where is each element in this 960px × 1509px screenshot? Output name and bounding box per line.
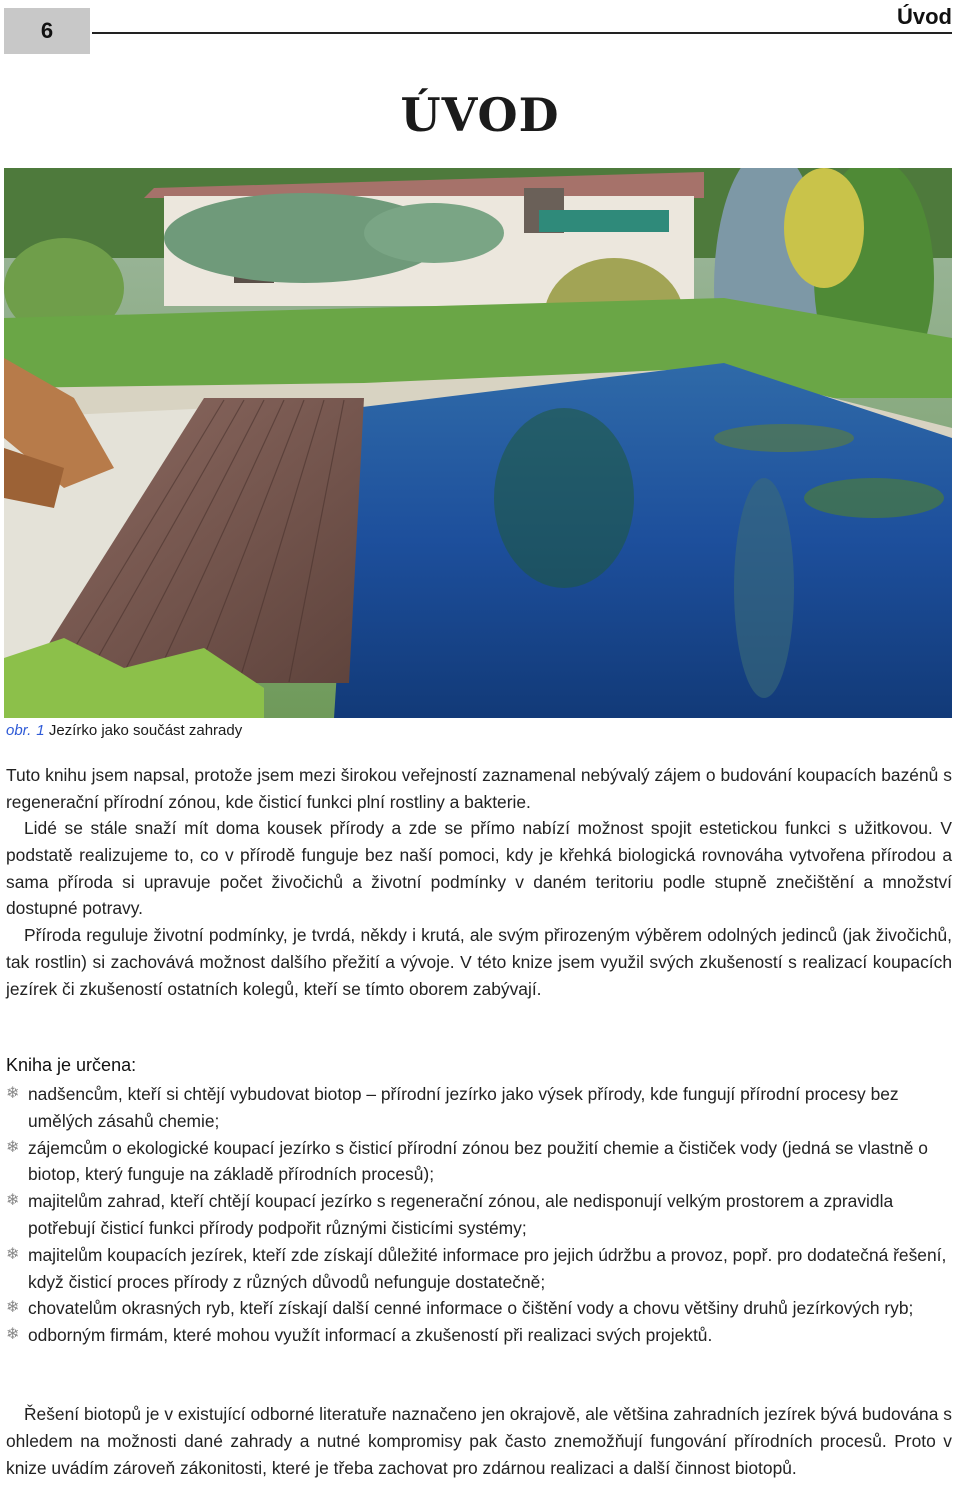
header-rule: [92, 32, 952, 34]
snowflake-bullet-icon: ❄: [6, 1192, 20, 1210]
garden-pond-photo: [4, 168, 952, 718]
figure-label: obr.: [6, 722, 32, 739]
paragraph-nature: Lidé se stále snaží mít doma kousek přírody a zde se přímo nabízí možnost spojit estetickou funkci s užitkovou. V podstatě realizujeme to, co v přírodě funguje bez naší pomoci, kdy je křehká biologická rovnováha vytvořena přírodou a sama příroda si upravuje počet živočichů a životní podmínky v daném teritoriu podle stupně znečištění a množství dostupné potravy.: [6, 818, 952, 919]
snowflake-bullet-icon: ❄: [6, 1326, 20, 1344]
photo-illustration: [4, 168, 952, 718]
snowflake-bullet-icon: ❄: [6, 1299, 20, 1317]
paragraph-closing: Řešení biotopů je v existující odborné literatuře naznačeno jen okrajově, ale většina zahradních jezírek bývá budována s ohledem na možnosti dané zahrady a nutné kompromisy pak často znemožňují fungování přírodních procesů. Proto v knize uvádím zároveň zákonitosti, které je třeba zachovat pro zdárnou realizaci a další činnost biotopů.: [6, 1404, 952, 1478]
list-item: ❄ chovatelům okrasných ryb, kteří získají další cenné informace o čištění vody a chovu většiny druhů jezírkových ryb;: [6, 1295, 952, 1322]
figure-caption: [6, 722, 242, 739]
audience-list: [6, 1081, 952, 1349]
chapter-title: ÚVOD: [400, 88, 560, 142]
paragraph-regulation: Příroda reguluje životní podmínky, je tvrdá, někdy i krutá, ale svým přirozeným výběrem odolných jedinců (jak živočichů, tak rostlin) si zachovává možnost dalšího přežití a vývoje. V této knize jsem využil svých zkušeností s realizací koupacích jezírek či zkušeností ostatních kolegů, kteří se tímto oborem zabývají.: [6, 925, 952, 999]
snowflake-bullet-icon: ❄: [6, 1138, 20, 1156]
figure-caption-text: Jezírko jako součást zahrady: [48, 722, 243, 739]
page-number: 6: [40, 18, 54, 43]
list-item: ❄ majitelům koupacích jezírek, kteří zde získají důležité informace pro jejich údržbu a provoz, popř. pro dodatečná řešení, když čisticí proces přírody z různých důvodů nefunguje dostatečně;: [6, 1242, 952, 1296]
snowflake-bullet-icon: ❄: [6, 1245, 20, 1263]
running-head: Úvod: [897, 4, 952, 29]
list-item: ❄ nadšencům, kteří si chtějí vybudovat biotop – přírodní jezírko jako výsek přírody, kde fungují přírodní procesy bez umělých zásahů chemie;: [6, 1081, 952, 1135]
audience-heading: Kniha je určena:: [6, 1055, 137, 1075]
page-number-tab: [4, 8, 90, 54]
list-item: ❄ majitelům zahrad, kteří chtějí koupací jezírko s regenerační zónou, ale nedisponují velkým prostorem a zpravidla potřebují čisticí funkci přírody podpořit různými čisticími systémy;: [6, 1188, 952, 1242]
list-item: ❄ zájemcům o ekologické koupací jezírko s čisticí přírodní zónou bez použití chemie a čističek vody (jedná se vlastně o biotop, který funguje na základě přírodních procesů);: [6, 1135, 952, 1189]
paragraph-intro: Tuto knihu jsem napsal, protože jsem mezi širokou veřejností zaznamenal nebývalý zájem o budování koupacích bazénů s regenerační přírodní zónou, kde čisticí funkci plní rostliny a bakterie.: [6, 765, 952, 812]
figure-number: 1: [36, 722, 45, 739]
list-item: ❄ odborným firmám, které mohou využít informací a zkušeností při realizaci svých projektů.: [6, 1322, 952, 1349]
snowflake-bullet-icon: ❄: [6, 1085, 20, 1102]
